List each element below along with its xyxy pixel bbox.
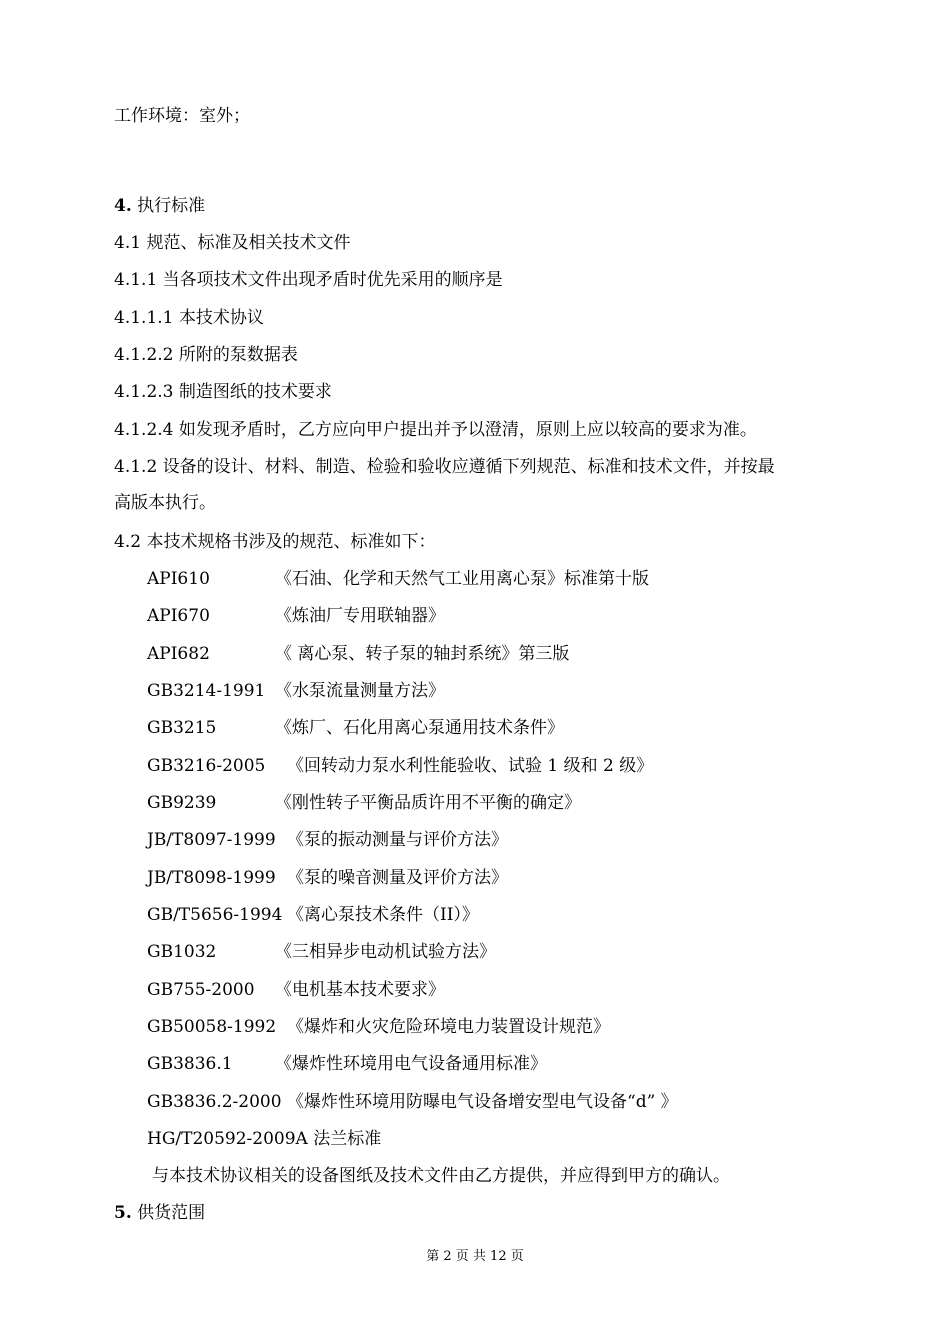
standard-code: GB3216-2005 (147, 756, 266, 776)
standard-title: 《爆炸和火灾危险环境电力装置设计规范》 (287, 1017, 610, 1037)
standard-code: API682 (147, 644, 210, 664)
clause-4-2: 4.2 本技术规格书涉及的规范、标准如下： (114, 532, 436, 552)
standard-title: 《爆炸性环境用防曝电气设备增安型电气设备“d” 》 (287, 1092, 678, 1112)
standard-title: 《炼油厂专用联轴器》 (275, 606, 445, 626)
standard-title: 《电机基本技术要求》 (275, 980, 445, 1000)
clause-4-1-1: 4.1.1 当各项技术文件出现矛盾时优先采用的顺序是 (114, 270, 503, 290)
standard-title: 《泵的振动测量与评价方法》 (287, 830, 508, 850)
standard-code: GB9239 (147, 793, 217, 813)
clause-4-1: 4.1 规范、标准及相关技术文件 (114, 233, 351, 253)
standard-title: 《离心泵技术条件（II）》 (287, 905, 479, 925)
standard-title: 《炼厂、石化用离心泵通用技术条件》 (275, 718, 564, 738)
standard-title: 《刚性转子平衡品质许用不平衡的确定》 (275, 793, 581, 813)
standard-title: 《水泵流量测量方法》 (275, 681, 445, 701)
standard-title: 《三相异步电动机试验方法》 (275, 942, 496, 962)
standard-title: 《回转动力泵水利性能验收、试验 1 级和 2 级》 (287, 756, 654, 776)
standard-code: GB3836.2-2000 (147, 1092, 282, 1112)
standard-title: 《石油、化学和天然气工业用离心泵》标准第十版 (275, 569, 649, 589)
clause-4-1-2-4: 4.1.2.4 如发现矛盾时，乙方应向甲户提出并予以澄清，原则上应以较高的要求为准。 (114, 420, 757, 440)
clause-4-1-1-1: 4.1.1.1 本技术协议 (114, 308, 264, 328)
standard-title: 《泵的噪音测量及评价方法》 (287, 868, 508, 888)
standard-code: GB3836.1 (147, 1054, 233, 1074)
section-5-heading (114, 1202, 205, 1224)
standard-code: GB1032 (147, 942, 217, 962)
clause-4-1-2-continued: 高版本执行。 (114, 493, 216, 513)
standard-code: API670 (147, 606, 210, 626)
clause-4-1-2: 4.1.2 设备的设计、材料、制造、检验和验收应遵循下列规范、标准和技术文件，并按最 (114, 457, 775, 477)
page-footer: 第 2 页 共 12 页 (426, 1249, 524, 1264)
standard-code: JB/T8097-1999 (147, 830, 276, 850)
hg-standard-line: HG/T20592-2009A 法兰标准 (147, 1129, 382, 1149)
standard-title: 《爆炸性环境用电气设备通用标准》 (275, 1054, 547, 1074)
clause-4-1-2-2: 4.1.2.2 所附的泵数据表 (114, 345, 298, 365)
standard-code: GB3215 (147, 718, 217, 738)
standard-title: 《 离心泵、转子泵的轴封系统》第三版 (275, 644, 570, 664)
section-5-number: 5. (114, 1203, 132, 1223)
standard-code: GB755-2000 (147, 980, 255, 1000)
section-4-heading (114, 195, 205, 217)
standard-code: GB/T5656-1994 (147, 905, 283, 925)
standard-code: GB3214-1991 (147, 681, 266, 701)
work-environment-line: 工作环境：室外； (114, 106, 250, 126)
standard-code: JB/T8098-1999 (147, 868, 276, 888)
section-4-number: 4. (114, 196, 132, 216)
section-5-title: 供货范围 (137, 1203, 206, 1223)
section-4-title: 执行标准 (137, 196, 206, 216)
confirmation-note: 与本技术协议相关的设备图纸及技术文件由乙方提供，并应得到甲方的确认。 (152, 1166, 730, 1186)
clause-4-1-2-3: 4.1.2.3 制造图纸的技术要求 (114, 382, 332, 402)
standard-code: GB50058-1992 (147, 1017, 277, 1037)
standard-code: API610 (147, 569, 210, 589)
